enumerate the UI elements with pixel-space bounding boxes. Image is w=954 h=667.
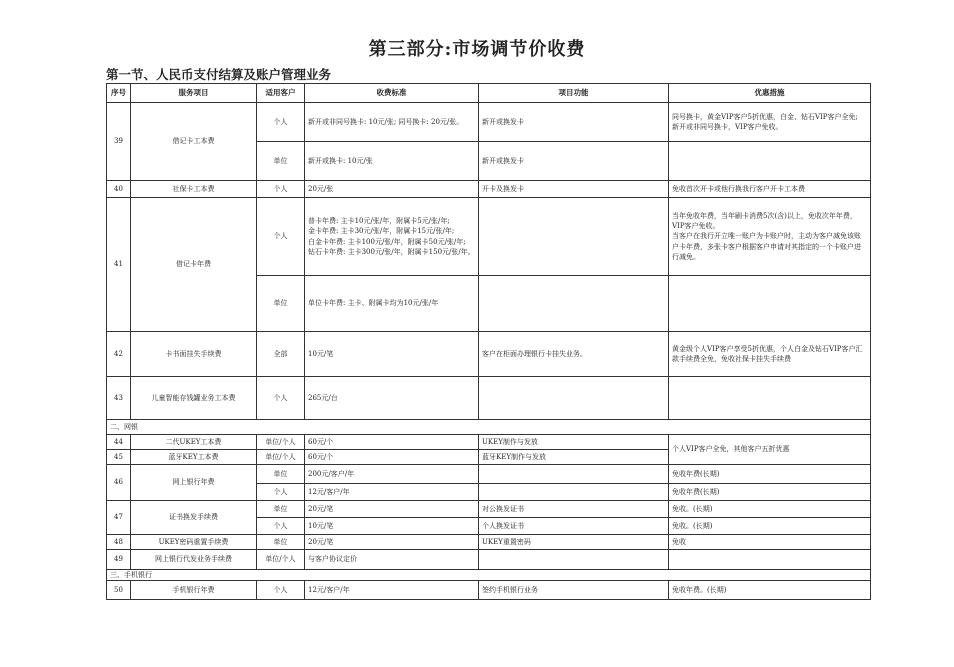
- section-row: [107, 570, 871, 581]
- customer-type: 单位/个人: [257, 450, 305, 465]
- customer-type: 单位/个人: [257, 550, 305, 570]
- fee-standard: 新开或非同号换卡: 10元/张; 同号换卡: 20元/张。: [305, 103, 479, 142]
- service-item: 借记卡年费: [131, 198, 257, 332]
- table-row: [107, 465, 871, 484]
- discount-measure: [669, 377, 871, 420]
- discount-measure: 当年免收年费，当年刷卡消费5次(含)以上，免收次年年费，VIP客户免收。 当客户在我行开立唯一账户为卡账户时，主动为客户减免该账户卡年费，多张卡客户根据客户申请对其指定的一个卡账户进行减免。: [669, 198, 871, 276]
- customer-type: 个人: [257, 377, 305, 420]
- service-item: 二代UKEY工本费: [131, 435, 257, 450]
- item-function: UKEY制作与发放: [479, 435, 669, 450]
- discount-measure: [669, 142, 871, 181]
- fee-standard: 265元/台: [305, 377, 479, 420]
- customer-type: 单位: [257, 276, 305, 332]
- row-no: 46: [107, 465, 131, 501]
- service-item: 手机银行年费: [131, 581, 257, 600]
- item-function: UKEY重置密码: [479, 535, 669, 550]
- item-function: 对公换发证书: [479, 501, 669, 518]
- item-function: 蓝牙KEY制作与发放: [479, 450, 669, 465]
- fee-standard: 普卡年费: 主卡10元/张/年，附属卡5元/张/年; 金卡年费: 主卡30元/张/年，附属卡15元/张/年; 白金卡年费: 主卡100元/张/年，附属卡50元/张/年; 钻石卡年费: 主卡300元/张/年，附属卡150元/张/年。: [305, 198, 479, 276]
- row-no: 41: [107, 198, 131, 332]
- service-item: 儿童智能存钱罐业务工本费: [131, 377, 257, 420]
- row-no: 42: [107, 332, 131, 377]
- item-function: 新开或换发卡: [479, 103, 669, 142]
- table-row: [107, 435, 871, 450]
- customer-type: 个人: [257, 581, 305, 600]
- table-row: [107, 535, 871, 550]
- item-function: [479, 550, 669, 570]
- service-item: 网上银行代发业务手续费: [131, 550, 257, 570]
- item-function: [479, 198, 669, 276]
- table-row: [107, 581, 871, 600]
- customer-type: 个人: [257, 198, 305, 276]
- section-label: 二、网银: [107, 420, 871, 435]
- header-discount: 优惠措施: [669, 84, 871, 103]
- table-row: [107, 550, 871, 570]
- row-no: 39: [107, 103, 131, 181]
- item-function: [479, 484, 669, 501]
- customer-type: 个人: [257, 518, 305, 535]
- section-heading: 第一节、人民币支付结算及账户管理业务: [106, 67, 332, 82]
- customer-type: 单位/个人: [257, 435, 305, 450]
- row-no: 48: [107, 535, 131, 550]
- discount-measure: 免收年费(长期): [669, 484, 871, 501]
- item-function: 开卡及换发卡: [479, 181, 669, 198]
- service-item: 证书换发手续费: [131, 501, 257, 535]
- item-function: [479, 276, 669, 332]
- item-function: 新开或换发卡: [479, 142, 669, 181]
- item-function: [479, 465, 669, 484]
- table-row: [107, 501, 871, 518]
- section-label: 三、手机银行: [107, 570, 871, 581]
- table-row: [107, 181, 871, 198]
- customer-type: 单位: [257, 465, 305, 484]
- fee-standard: 10元/笔: [305, 332, 479, 377]
- discount-measure: 免收。(长期): [669, 518, 871, 535]
- discount-measure: 免收: [669, 535, 871, 550]
- section-row: [107, 420, 871, 435]
- row-no: 40: [107, 181, 131, 198]
- header-function: 项目功能: [479, 84, 669, 103]
- discount-measure: 免收年费(长期): [669, 465, 871, 484]
- row-no: 47: [107, 501, 131, 535]
- table-row: [107, 332, 871, 377]
- discount-measure: 同号换卡，黄金VIP客户5折优惠，白金、钻石VIP客户全免; 新开或非同号换卡，VIP客户免收。: [669, 103, 871, 142]
- discount-measure: 免收年费。(长期): [669, 581, 871, 600]
- page-title: 第三部分:市场调节价收费: [368, 39, 586, 60]
- fee-standard: 60元/个: [305, 435, 479, 450]
- discount-measure: 免收。(长期): [669, 501, 871, 518]
- fee-table: [106, 83, 871, 600]
- fee-standard: 20元/笔: [305, 501, 479, 518]
- row-no: 45: [107, 450, 131, 465]
- header-customer: 适用客户: [257, 84, 305, 103]
- fee-standard: 12元/客户/年: [305, 484, 479, 501]
- customer-type: 个人: [257, 181, 305, 198]
- fee-standard: 10元/笔: [305, 518, 479, 535]
- customer-type: 单位: [257, 535, 305, 550]
- customer-type: 单位: [257, 501, 305, 518]
- customer-type: 单位: [257, 142, 305, 181]
- discount-measure: 黄金级个人VIP客户享受5折优惠，个人白金及钻石VIP客户汇款手续费全免，免收社保卡挂失手续费: [669, 332, 871, 377]
- fee-standard: 20元/笔: [305, 535, 479, 550]
- discount-measure: 个人VIP客户全免，其他客户五折优惠: [669, 435, 871, 465]
- service-item: 网上银行年费: [131, 465, 257, 501]
- row-no: 43: [107, 377, 131, 420]
- service-item: 社保卡工本费: [131, 181, 257, 198]
- header-standard: 收费标准: [305, 84, 479, 103]
- discount-measure: 免收首次开卡或他行换我行客户开卡工本费: [669, 181, 871, 198]
- service-item: 借记卡工本费: [131, 103, 257, 181]
- item-function: 个人换发证书: [479, 518, 669, 535]
- discount-measure: [669, 550, 871, 570]
- fee-standard: 20元/张: [305, 181, 479, 198]
- table-row: [107, 198, 871, 276]
- service-item: UKEY密码重置手续费: [131, 535, 257, 550]
- fee-standard: 200元/客户/年: [305, 465, 479, 484]
- service-item: 蓝牙KEY工本费: [131, 450, 257, 465]
- table-row: [107, 377, 871, 420]
- fee-standard: 60元/个: [305, 450, 479, 465]
- service-item: 卡书面挂失手续费: [131, 332, 257, 377]
- item-function: 客户在柜面办理银行卡挂失业务。: [479, 332, 669, 377]
- item-function: 签约手机银行业务: [479, 581, 669, 600]
- customer-type: 个人: [257, 484, 305, 501]
- fee-standard: 新开或换卡: 10元/张: [305, 142, 479, 181]
- item-function: [479, 377, 669, 420]
- fee-standard: 与客户协议定价: [305, 550, 479, 570]
- row-no: 50: [107, 581, 131, 600]
- table-header-row: [107, 84, 871, 103]
- fee-standard: 单位卡年费: 主卡、附属卡均为10元/张/年: [305, 276, 479, 332]
- fee-standard: 12元/客户/年: [305, 581, 479, 600]
- customer-type: 个人: [257, 103, 305, 142]
- header-item: 服务项目: [131, 84, 257, 103]
- row-no: 44: [107, 435, 131, 450]
- table-row: [107, 103, 871, 142]
- header-no: 序号: [107, 84, 131, 103]
- row-no: 49: [107, 550, 131, 570]
- customer-type: 全部: [257, 332, 305, 377]
- discount-measure: [669, 276, 871, 332]
